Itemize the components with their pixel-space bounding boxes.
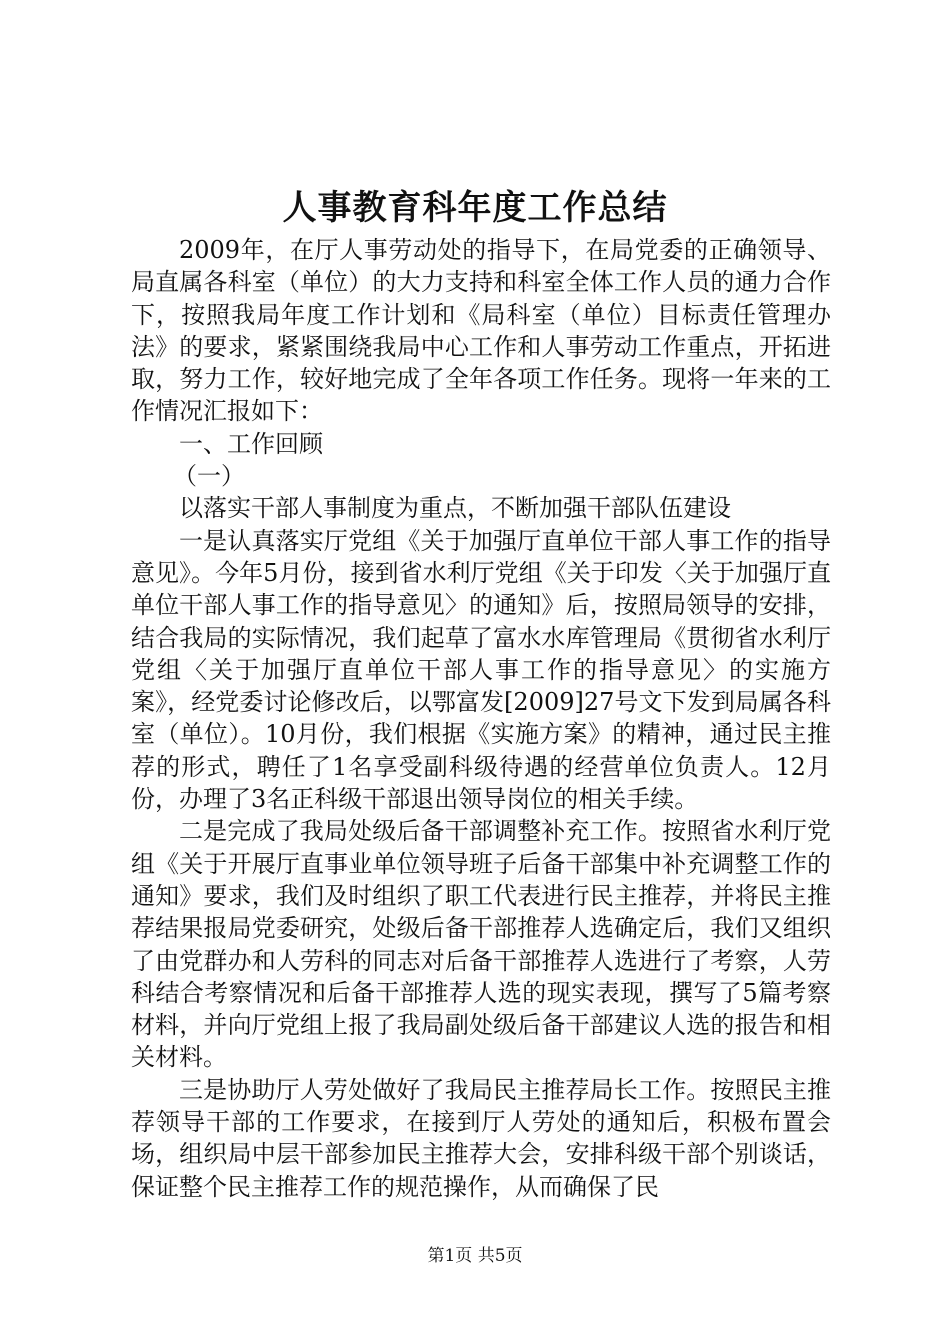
- document-body: [131, 234, 831, 1203]
- subsection-heading: 以落实干部人事制度为重点，不断加强干部队伍建设: [179, 494, 731, 523]
- paragraph-item-one: 一是认真落实厅党组《关于加强厅直单位干部人事工作的指导意见》。今年5月份，接到省水利厅党组《关于印发〈关于加强厅直单位干部人事工作的指导意见〉的通知》后，按照局领导的安排，结合我局的实际情况，我们起草了富水水库管理局《贯彻省水利厅党组〈关于加强厅直单位干部人事工作的指导意见〉的实施方案》，经党委讨论修改后，以鄂富发[2009]27号文下发到局属各科室（单位）。10月份，我们根据《实施方案》的精神，通过民主推荐的形式，聘任了1名享受副科级待遇的经营单位负责人。12月份，办理了3名正科级干部退出领导岗位的相关手续。: [131, 526, 831, 814]
- paragraph-item-three: 三是协助厅人劳处做好了我局民主推荐局长工作。按照民主推荐领导干部的工作要求，在接到厅人劳处的通知后，积极布置会场，组织局中层干部参加民主推荐大会，安排科级干部个别谈话，保证整个民主推荐工作的规范操作，从而确保了民: [131, 1075, 831, 1201]
- document-title: 人事教育科年度工作总结: [282, 188, 668, 228]
- page-footer: 第1页 共5页: [427, 1246, 523, 1266]
- intro-paragraph: 2009年，在厅人事劳动处的指导下，在局党委的正确领导、局直属各科室（单位）的大力支持和科室全体工作人员的通力合作下，按照我局年度工作计划和《局科室（单位）目标责任管理办法》的要求，紧紧围绕我局中心工作和人事劳动工作重点，开拓进取，努力工作，较好地完成了全年各项工作任务。现将一年来的工作情况汇报如下：: [131, 236, 831, 426]
- paragraph-item-two: 二是完成了我局处级后备干部调整补充工作。按照省水利厅党组《关于开展厅直事业单位领导班子后备干部集中补充调整工作的通知》要求，我们及时组织了职工代表进行民主推荐，并将民主推荐结果报局党委研究，处级后备干部推荐人选确定后，我们又组织了由党群办和人劳科的同志对后备干部推荐人选进行了考察，人劳科结合考察情况和后备干部推荐人选的现实表现，撰写了5篇考察材料，并向厅党组上报了我局副处级后备干部建议人选的报告和相关材料。: [131, 817, 831, 1072]
- section-heading: 一、工作回顾: [179, 429, 323, 458]
- subsection-number: （一）: [173, 462, 245, 491]
